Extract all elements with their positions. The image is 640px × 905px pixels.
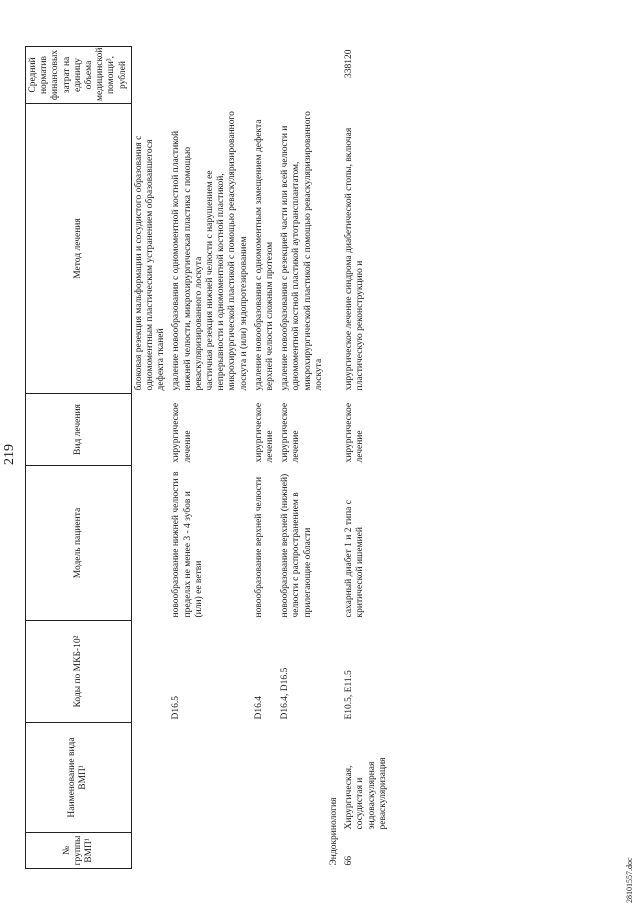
treatment-method — [169, 104, 251, 394]
table-row — [278, 47, 327, 869]
icd-code: D16.5 — [171, 696, 182, 720]
icd-code: E10.5, E11.5 — [344, 670, 355, 720]
table-row — [252, 47, 278, 869]
column-header: Средний норматив финансовых затрат на единицу объема медицинской помощи³, рублей — [26, 47, 132, 104]
treatment-type — [131, 394, 169, 466]
patient-model: новообразование верхней (нижней) челюсти с распространением в прилегающие области — [280, 473, 313, 618]
table-row — [342, 47, 391, 869]
treatment-method: удаление новообразования с одномоментным замещением дефекта верхней челюсти сложным протезом — [253, 119, 276, 391]
table-row — [169, 47, 251, 869]
treatment-type: хирургическое лечение — [171, 402, 193, 463]
patient-model — [131, 466, 169, 621]
footer-filename: 28101557.doc — [625, 857, 634, 903]
column-header: Коды по МКБ-10² — [26, 621, 132, 723]
patient-model: новообразование нижней челюсти в пределах не менее 3 - 4 зубов и (или) ее ветви — [171, 471, 204, 618]
column-header: № группы ВМП¹ — [26, 833, 132, 869]
method-item: частичная резекция нижней челюсти с нарушением ее непрерывности и одномоментной костной пластикой, микрохирургической пластикой с помощью реваскуляризированного лоскута и (или) эндопротезированием — [205, 111, 249, 391]
treatment-method: блоковая резекция мальформации и сосудистого образования с одномоментным пластическим устранением образовавшегося дефекта тканей — [133, 135, 167, 391]
method-item: удаление новообразования с одномоментной костной пластикой нижней челюсти, микрохирургическая пластика с помощью реваскуляризированного лоскута — [171, 130, 204, 391]
treatment-type: хирургическое лечение — [344, 402, 366, 463]
column-header: Наименование вида ВМП¹ — [26, 723, 132, 833]
icd-code: D16.4 — [253, 696, 264, 720]
section-row — [327, 47, 342, 869]
column-header: Метод лечения — [26, 104, 132, 394]
page-number: 219 — [2, 444, 17, 465]
icd-code — [131, 621, 169, 723]
patient-model: сахарный диабет 1 и 2 типа с критической ишемией — [344, 500, 366, 618]
vmp-table — [25, 46, 391, 869]
patient-model: новообразование верхней челюсти — [253, 476, 264, 618]
treatment-type: хирургическое лечение — [280, 402, 302, 463]
table-row — [131, 47, 169, 869]
section-title: Эндокринология — [329, 797, 340, 866]
treatment-method: удаление новообразования с резекцией части или всей челюсти и одномоментной костной пластикой аутотрансплантатом, микрохирургической пластикой с помощью реваскуляризированного лоскута — [280, 111, 324, 391]
column-header: Вид лечения — [26, 394, 132, 466]
cost-value: 338120 — [344, 49, 355, 78]
icd-code: D16.4, D16.5 — [280, 667, 291, 720]
header-row — [26, 47, 132, 869]
column-header: Модель пациента — [26, 466, 132, 621]
vmp-name: Хирургическая, сосудистая и эндоваскулярная реваскуляризация — [344, 757, 388, 830]
group-number: 66 — [344, 856, 355, 866]
treatment-method: хирургическое лечение синдрома диабетической стопы, включая пластическую реконструкцию и — [344, 127, 366, 391]
treatment-type: хирургическое лечение — [253, 402, 276, 463]
